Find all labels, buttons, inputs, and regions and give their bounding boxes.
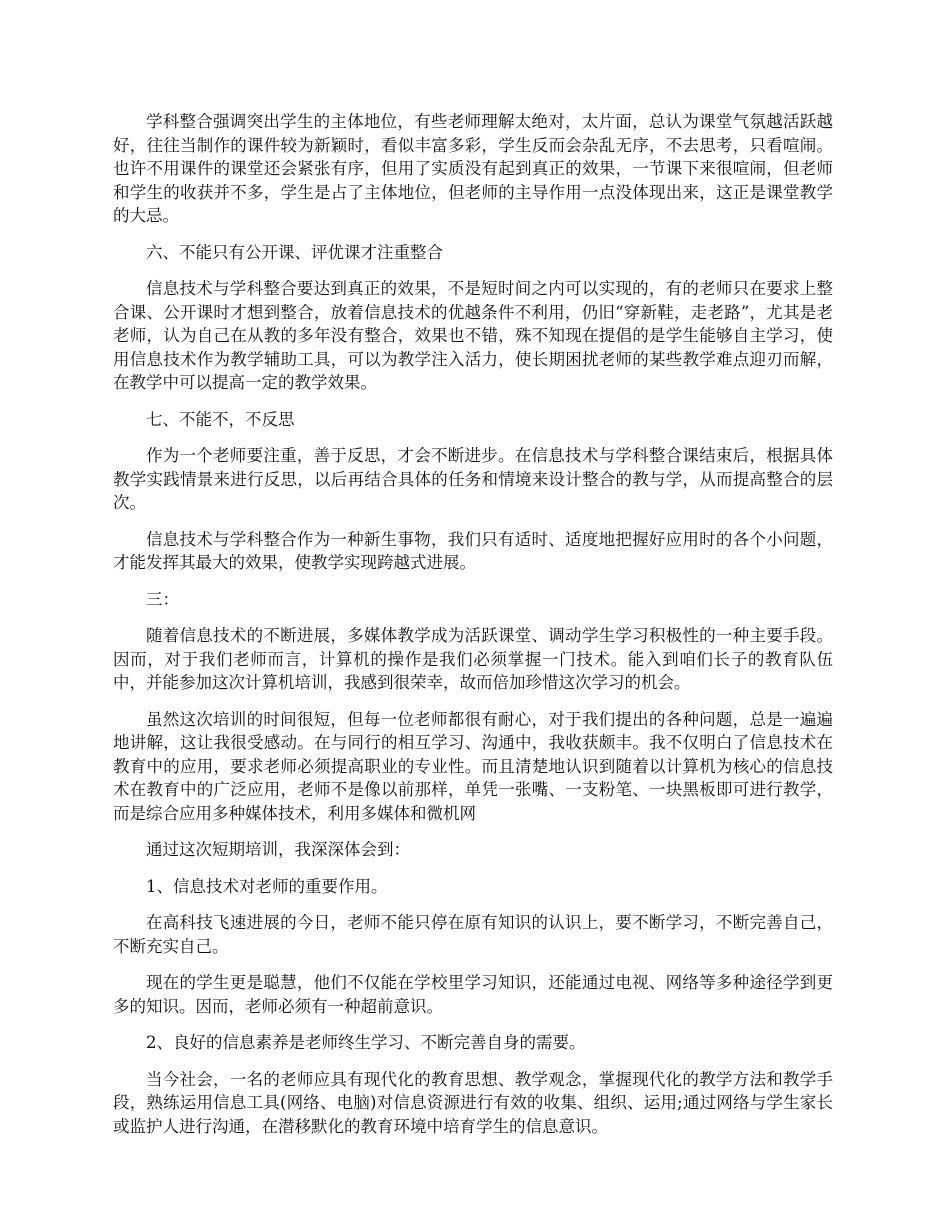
heading-section-six: 六、不能只有公开课、评优课才注重整合 — [146, 242, 443, 262]
paragraph-reflection: 作为一个老师要注重，善于反思，才会不断进步。在信息技术与学科整合课结束后，根据具体教学实践情景来进行反思，以后再结合具体的任务和情境来设计整合的教与学，从而提高整合的层次。 — [113, 446, 833, 512]
paragraph-experience: 通过这次短期培训，我深深体会到： — [146, 840, 410, 859]
heading-section-seven: 七、不能不，不反思 — [146, 409, 295, 429]
heading-point-two: 2、良好的信息素养是老师终生学习、不断完善自身的需要。 — [146, 1033, 586, 1052]
document-body — [113, 110, 833, 1151]
paragraph-new-things: 信息技术与学科整合作为一种新生事物，我们只有适时、适度地把握好应用时的各个小问题，才能发挥其最大的效果，使教学实现跨越式进展。 — [113, 529, 833, 572]
paragraph-real-effect: 信息技术与学科整合要达到真正的效果，不是短时间之内可以实现的，有的老师只在要求上整合课、公开课时才想到整合，放着信息技术的优越条件不利用，仍旧“穿新鞋，走老路”，尤其是老老师，认为自己在从教的多年没有整合，效果也不错，殊不知现在提倡的是学生能够自主学习，使用信息技术作为教学辅助工具，可以为教学注入活力，使长期困扰老师的某些教学难点迎刃而解，在教学中可以提高一定的教学效果。 — [113, 279, 833, 392]
paragraph-multimedia: 随着信息技术的不断进展，多媒体教学成为活跃课堂、调动学生学习积极性的一种主要手段。因而，对于我们老师而言，计算机的操作是我们必须掌握一门技术。能入到咱们长子的教育队伍中，并能参加这次计算机培训，我感到很荣幸，故而倍加珍惜这次学习的机会。 — [113, 626, 833, 692]
paragraph-training: 虽然这次培训的时间很短，但每一位老师都很有耐心，对于我们提出的各种问题，总是一遍遍地讲解，这让我很受感动。在与同行的相互学习、沟通中，我收获颇丰。我不仅明白了信息技术在教育中的应用，要求老师必须提高职业的专业性。而且清楚地认识到随着以计算机为核心的信息技术在教育中的广泛应用，老师不是像以前那样，单凭一张嘴、一支粉笔、一块黑板即可进行教学，而是综合应用多种媒体技术，利用多媒体和微机网 — [113, 709, 833, 823]
paragraph-modern-teacher: 当今社会，一名的老师应具有现代化的教育思想、教学观念，掌握现代化的教学方法和教学手段，熟练运用信息工具(网络、电脑)对信息资源进行有效的收集、组织、运用;通过网络与学生家长或监护人进行沟通，在潜移默化的教育环境中培育学生的信息意识。 — [113, 1069, 833, 1136]
paragraph-keep-learning: 在高科技飞速进展的今日，老师不能只停在原有知识的认识上，要不断学习，不断完善自己，不断充实自己。 — [113, 913, 833, 956]
paragraph-subject-integration: 学科整合强调突出学生的主体地位，有些老师理解太绝对，太片面，总认为课堂气氛越活跃越好，往往当制作的课件较为新颖时，看似丰富多彩，学生反而会杂乱无序，不去思考，只看喧闹。也许不用课件的课堂还会紧张有序，但用了实质没有起到真正的效果，一节课下来很喧闹，但老师和学生的收获并不多，学生是占了主体地位，但老师的主导作用一点没体现出来，这正是课堂教学的大忌。 — [113, 112, 833, 225]
heading-part-three: 三： — [146, 589, 179, 609]
paragraph-students-smart: 现在的学生更是聪慧，他们不仅能在学校里学习知识，还能通过电视、网络等多种途径学到更多的知识。因而，老师必须有一种超前意识。 — [113, 973, 833, 1016]
heading-point-one: 1、信息技术对老师的重要作用。 — [146, 876, 388, 896]
